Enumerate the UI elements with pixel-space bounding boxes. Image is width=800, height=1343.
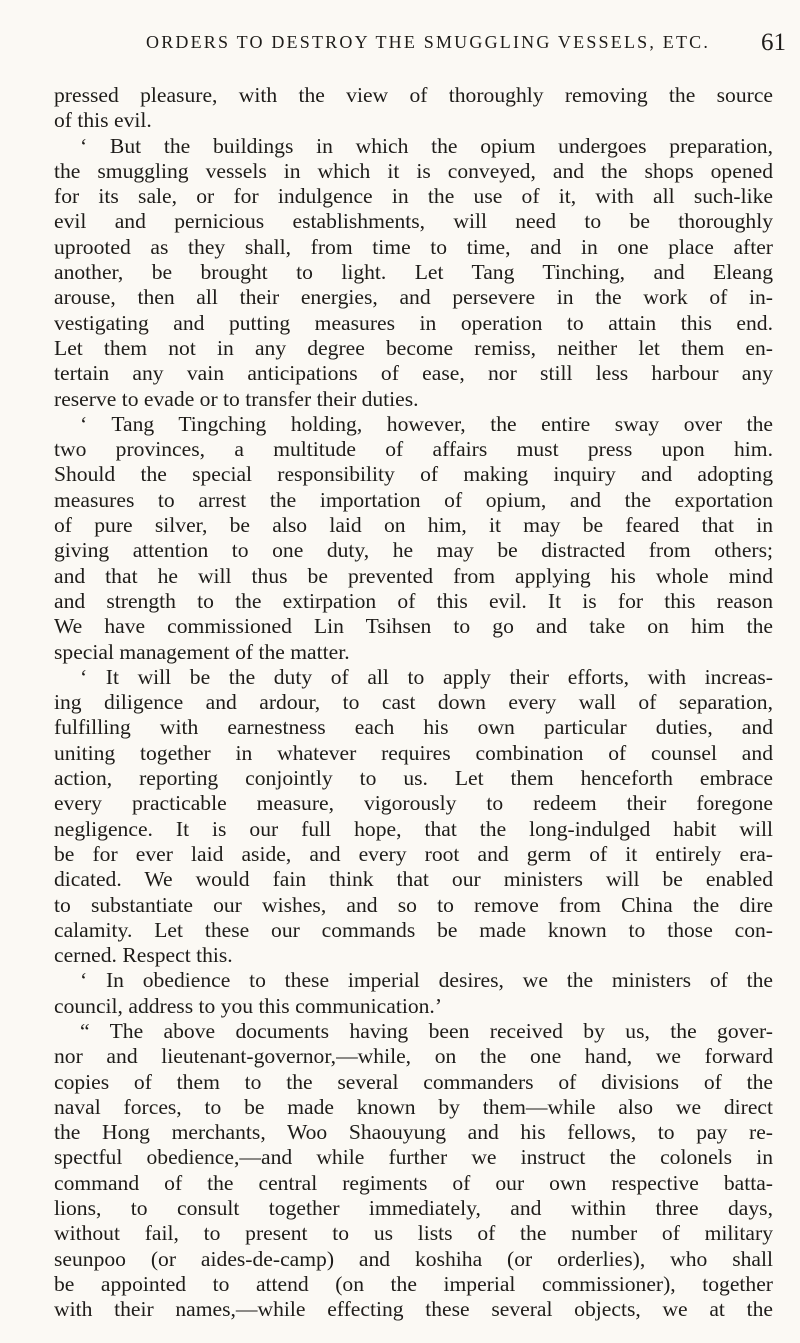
text-line: Should the special responsibility of making inquiry and adopting — [54, 462, 773, 487]
text-line: nor and lieutenant-governor,—while, on the one hand, we forward — [54, 1044, 773, 1069]
text-line: for its sale, or for indulgence in the use of it, with all such-like — [54, 184, 773, 209]
text-line: special management of the matter. — [54, 639, 350, 664]
text-line: copies of them to the several commanders of divisions of the — [54, 1069, 773, 1094]
text-line: be appointed to attend (on the imperial commissioner), together — [54, 1271, 773, 1296]
text-line: calamity. Let these our commands be made known to those con- — [54, 917, 773, 942]
text-line: ‘ It will be the duty of all to apply their efforts, with increas- — [80, 664, 773, 689]
text-line: vestigating and putting measures in operation to attain this end. — [54, 310, 773, 335]
text-line: tertain any vain anticipations of ease, nor still less harbour any — [54, 361, 773, 386]
text-line: We have commissioned Lin Tsihsen to go and take on him the — [54, 614, 773, 639]
text-line: another, be brought to light. Let Tang Tinching, and Eleang — [54, 260, 773, 285]
text-line: fulfilling with earnestness each his own particular duties, and — [54, 715, 773, 740]
text-line: reserve to evade or to transfer their duties. — [54, 386, 419, 411]
text-line: without fail, to present to us lists of the number of military — [54, 1221, 773, 1246]
text-line: negligence. It is our full hope, that the long-indulged habit will — [54, 816, 773, 841]
text-line: ing diligence and ardour, to cast down every wall of separation, — [54, 690, 773, 715]
body-text — [54, 83, 773, 1323]
text-line: to substantiate our wishes, and so to remove from China the dire — [54, 892, 773, 917]
running-title: ORDERS TO DESTROY THE SMUGGLING VESSELS, ETC. — [146, 32, 711, 52]
text-line: with their names,—while effecting these several objects, we at the — [54, 1297, 773, 1322]
text-line: council, address to you this communication.’ — [54, 993, 443, 1018]
text-line: giving attention to one duty, he may be distracted from others; — [54, 538, 773, 563]
text-line: action, reporting conjointly to us. Let them henceforth embrace — [54, 766, 773, 791]
text-line: lions, to consult together immediately, and within three days, — [54, 1196, 773, 1221]
text-line: measures to arrest the importation of opium, and the exportation — [54, 487, 773, 512]
text-line: spectful obedience,—and while further we instruct the colonels in — [54, 1145, 773, 1170]
text-line: uprooted as they shall, from time to time, and in one place after — [54, 234, 773, 259]
text-line: and strength to the extirpation of this evil. It is for this reason — [54, 588, 773, 613]
text-line: command of the central regiments of our own respective batta- — [54, 1170, 773, 1195]
text-line: every practicable measure, vigorously to redeem their foregone — [54, 791, 773, 816]
text-line: of this evil. — [54, 108, 152, 133]
text-line: ‘ In obedience to these imperial desires, we the ministers of the — [80, 968, 773, 993]
text-line: and that he will thus be prevented from applying his whole mind — [54, 563, 773, 588]
text-line: cerned. Respect this. — [54, 943, 233, 968]
text-line: Let them not in any degree become remiss, neither let them en- — [54, 335, 773, 360]
text-line: two provinces, a multitude of affairs must press upon him. — [54, 437, 773, 462]
text-line: be for ever laid aside, and every root and germ of it entirely era- — [54, 841, 773, 866]
text-line: evil and pernicious establishments, will need to be thoroughly — [54, 209, 773, 234]
text-line: uniting together in whatever requires combination of counsel and — [54, 740, 773, 765]
text-line: “ The above documents having been received by us, the gover- — [80, 1018, 773, 1043]
text-line: pressed pleasure, with the view of thoroughly removing the source — [54, 83, 773, 107]
text-line: dicated. We would fain think that our ministers will be enabled — [54, 867, 773, 892]
text-line: naval forces, to be made known by them—while also we direct — [54, 1094, 773, 1119]
text-line: the smuggling vessels in which it is conveyed, and the shops opened — [54, 158, 773, 183]
text-line: the Hong merchants, Woo Shaouyung and his fellows, to pay re- — [54, 1120, 773, 1145]
page-number: 61 — [761, 29, 786, 56]
text-line: arouse, then all their energies, and persevere in the work of in- — [54, 285, 773, 310]
text-line: ‘ But the buildings in which the opium undergoes preparation, — [80, 133, 773, 158]
text-line: seunpoo (or aides-de-camp) and koshiha (or orderlies), who shall — [54, 1246, 773, 1271]
text-line: ‘ Tang Tingching holding, however, the entire sway over the — [80, 411, 773, 436]
running-header — [50, 29, 790, 56]
text-line: of pure silver, be also laid on him, it may be feared that in — [54, 513, 773, 538]
